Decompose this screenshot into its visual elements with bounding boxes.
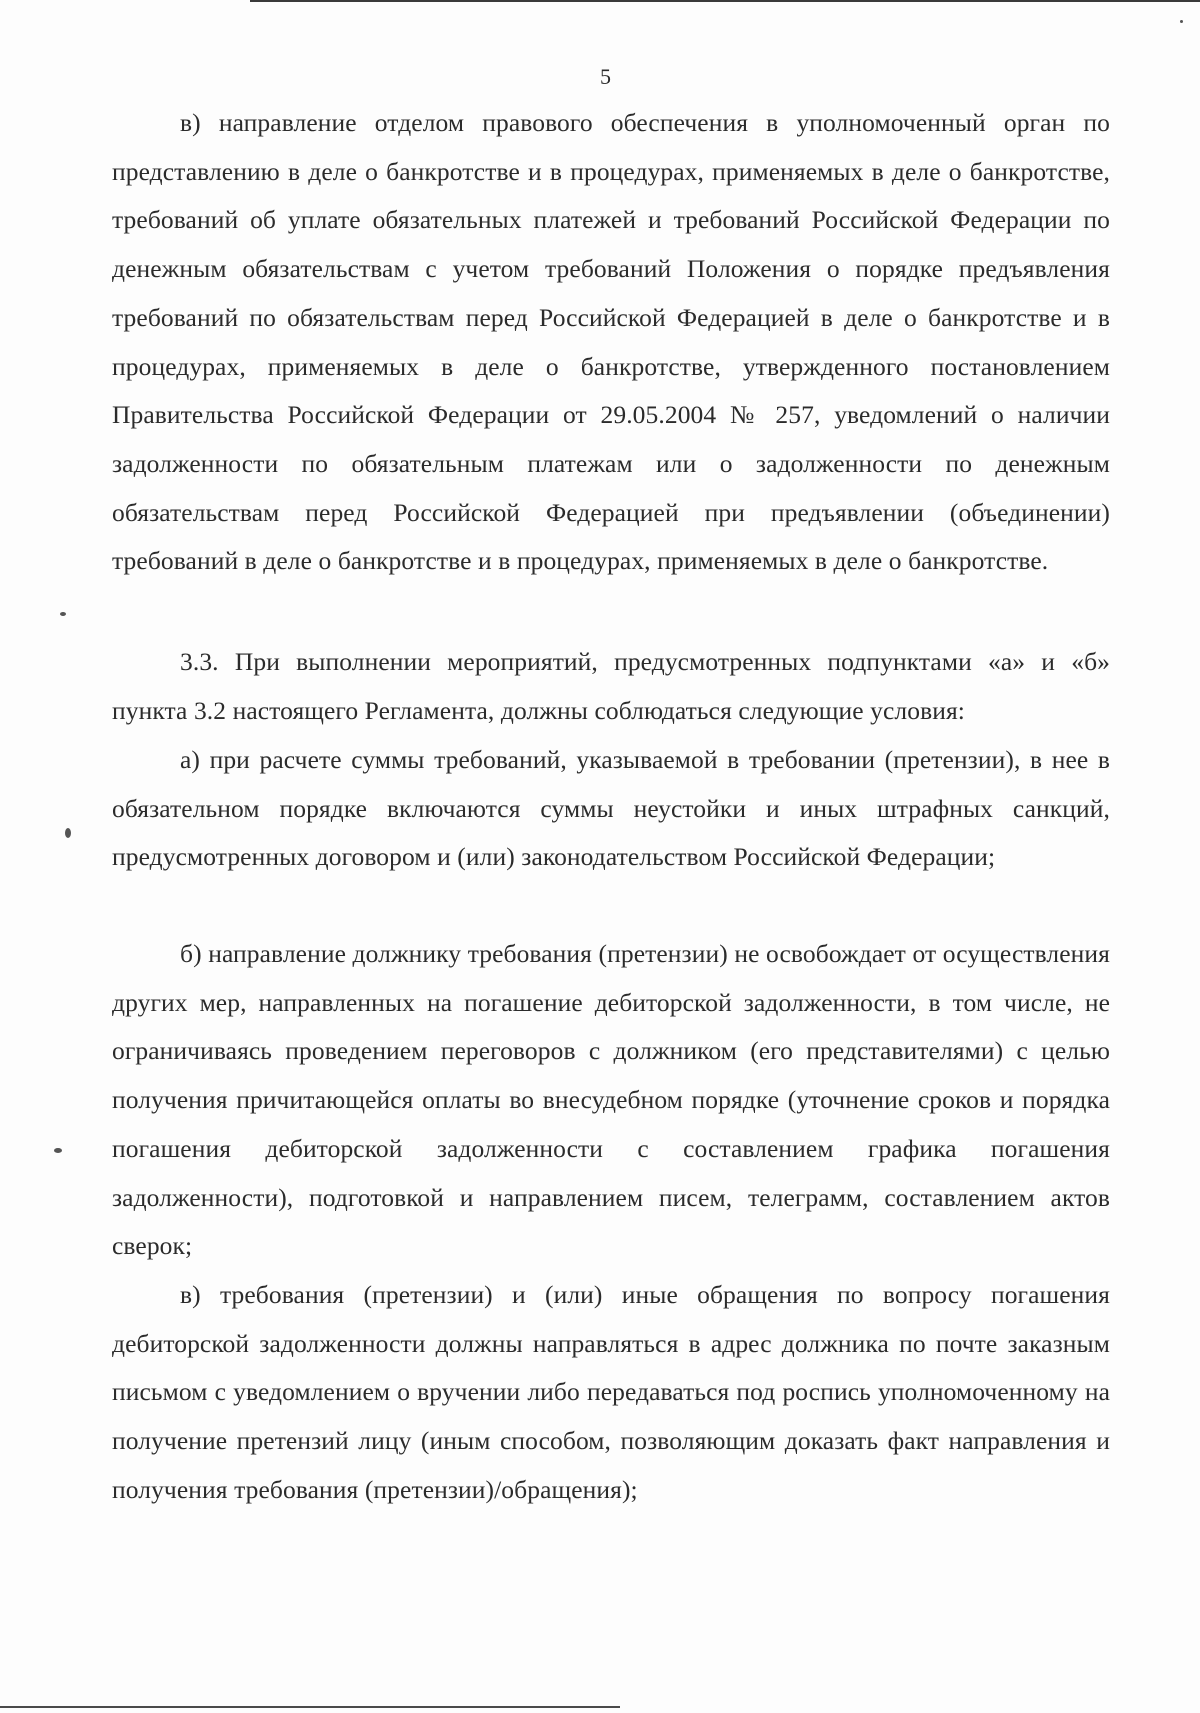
paragraph-b [112, 930, 1110, 1271]
paragraph-text: а) при расчете суммы требований, указываемой в требовании (претензии), в нее в обязательном порядке включаются суммы неустойки и иных штрафных санкций, предусмотренных договором и (или) законодательством Российской Федерации; [112, 745, 1110, 872]
page-number: 5 [600, 64, 611, 89]
scan-speck [65, 828, 71, 838]
scan-speck [54, 1148, 62, 1153]
paragraph-text: в) требования (претензии) и (или) иные обращения по вопросу погашения дебиторской задолженности должны направляться в адрес должника по почте заказным письмом с уведомлением о вручении либо передаваться под роспись уполномоченному на получение претензий лицу (иным способом, позволяющим доказать факт направления и получения требования (претензии)/обращения); [112, 1280, 1110, 1504]
scan-edge-top [250, 0, 1200, 2]
paragraph-v-direction [112, 99, 1110, 586]
scan-speck [60, 612, 66, 616]
paragraph-text: 3.3. При выполнении мероприятий, предусмотренных подпунктами «а» и «б» пункта 3.2 настоящего Регламента, должны соблюдаться следующие условия: [112, 647, 1110, 725]
paragraph-v-requirements [112, 1271, 1110, 1515]
paragraph-3-3 [112, 638, 1110, 735]
scan-edge-bottom [0, 1706, 620, 1708]
paragraph-text: б) направление должнику требования (претензии) не освобождает от осуществления других мер, направленных на погашение дебиторской задолженности, в том числе, не ограничиваясь проведением переговоров с должником (его представителями) с целью получения причитающейся оплаты во внесудебном порядке (уточнение сроков и порядка погашения дебиторской задолженности с составлением графика погашения задолженности), подготовкой и направлением писем, телеграмм, составлением актов сверок; [112, 939, 1110, 1261]
scan-speck [1180, 20, 1183, 23]
paragraph-a [112, 736, 1110, 882]
paragraph-text: в) направление отделом правового обеспечения в уполномоченный орган по представлению в деле о банкротстве и в процедурах, применяемых в деле о банкротстве, требований об уплате обязательных платежей и требований Российской Федерации по денежным обязательствам с учетом требований Положения о порядке предъявления требований по обязательствам перед Российской Федерацией в деле о банкротстве и в процедурах, применяемых в деле о банкротстве, утвержденного постановлением Правительства Российской Федерации от 29.05.2004 № 257, уведомлений о наличии задолженности по обязательным платежам или о задолженности по денежным обязательствам перед Российской Федерацией при предъявлении (объединении) требований в деле о банкротстве и в процедурах, применяемых в деле о банкротстве. [112, 108, 1110, 576]
